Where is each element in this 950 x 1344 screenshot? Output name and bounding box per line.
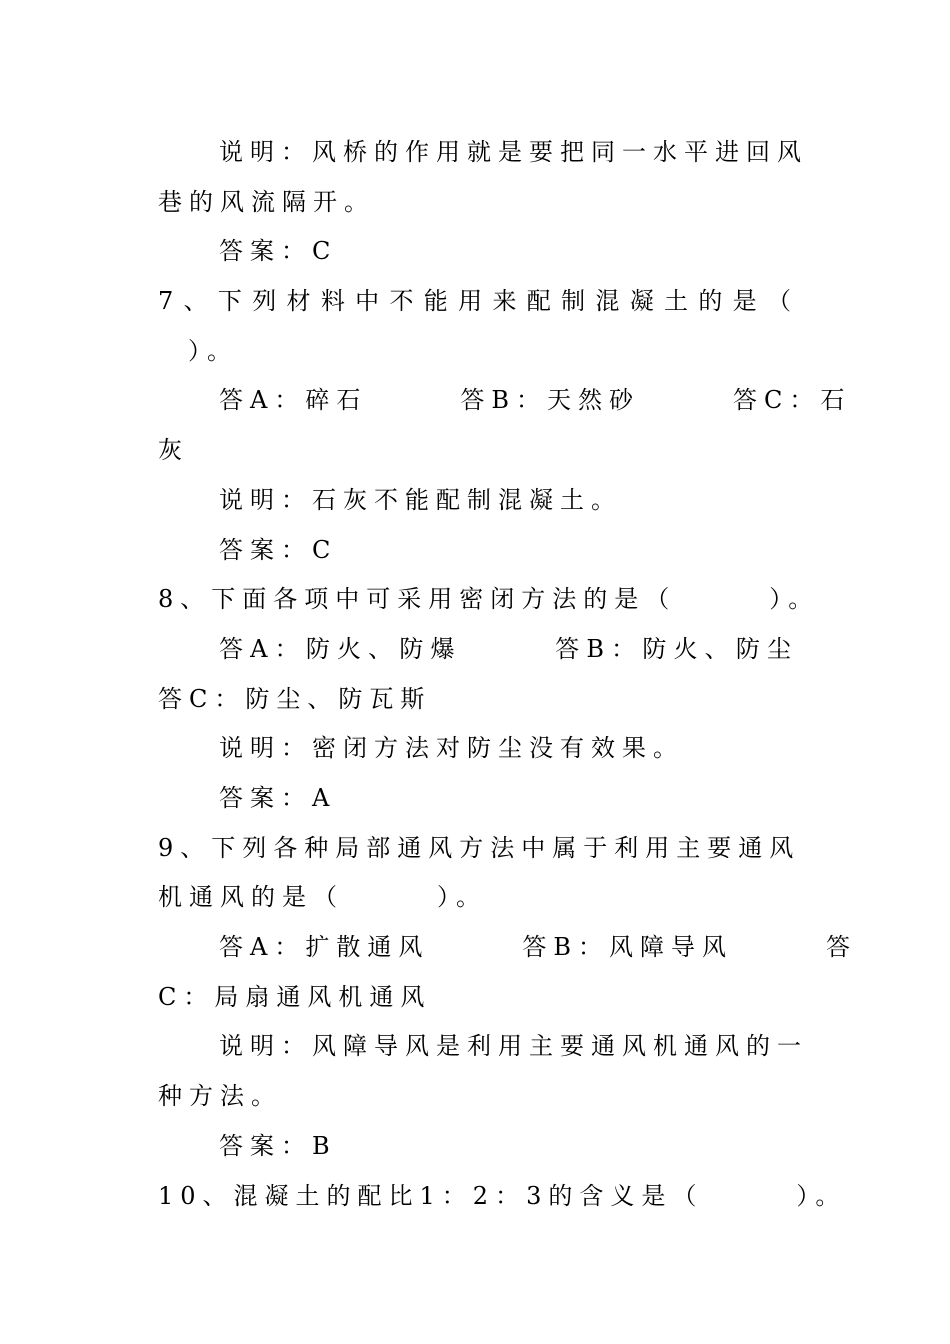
question-8-line: 8、下面各项中可采用密闭方法的是（ ）。 (158, 585, 820, 613)
question-10-line: 10、混凝土的配比1：2：3的含义是（ ）。 (158, 1182, 847, 1210)
question-9-line: 9、下列各种局部通风方法中属于利用主要通风 (158, 834, 801, 862)
text-line: 机通风的是（ ）。 (158, 883, 487, 911)
options-line: 答A：碎石 答B：天然砂 答C：石 (219, 386, 852, 414)
explanation-line: 说明：风障导风是利用主要通风机通风的一 (219, 1032, 808, 1060)
explanation-line: 说明：密闭方法对防尘没有效果。 (219, 734, 684, 762)
options-line: 灰 (158, 436, 189, 464)
answer-line: 答案：C (219, 237, 338, 265)
answer-line: 答案：C (219, 536, 338, 564)
options-line: 答A：扩散通风 答B：风障导风 答 (219, 933, 857, 961)
text-line: 巷的风流隔开。 (158, 188, 375, 216)
answer-line: 答案：A (219, 784, 337, 812)
text-line: 说明：风桥的作用就是要把同一水平进回风 (219, 138, 808, 166)
question-7-line: 7、下列材料中不能用来配制混凝土的是（ (158, 287, 798, 315)
answer-line: 答案：B (219, 1132, 337, 1160)
explanation-line: 种方法。 (158, 1082, 282, 1110)
options-line: 答C：防尘、防瓦斯 (158, 685, 432, 713)
explanation-line: 说明：石灰不能配制混凝土。 (219, 486, 622, 514)
options-line: C：局扇通风机通风 (158, 983, 432, 1011)
text-line: ）。 (188, 337, 238, 365)
options-line: 答A：防火、防爆 答B：防火、防尘 (219, 635, 798, 663)
